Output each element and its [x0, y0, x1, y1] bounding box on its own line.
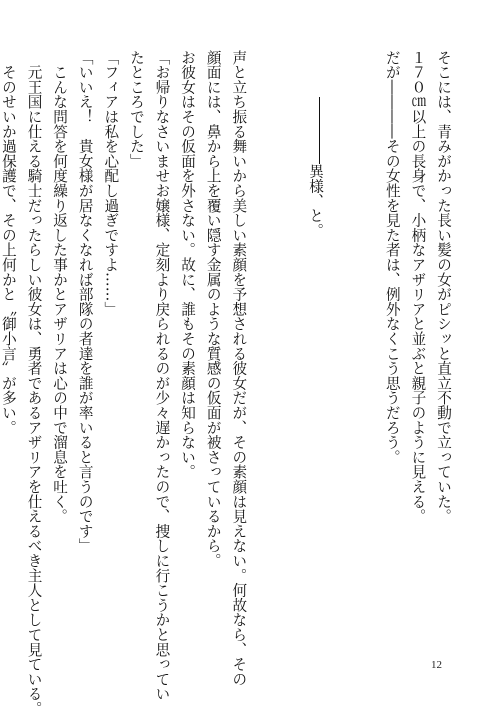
text-line-2: １７０㎝以上の長身で、小柄なアザリアと並ぶと親子のように見える。 [409, 50, 427, 524]
blank-line [328, 50, 354, 652]
text-line-11: お彼女はその仮面を外さない。故に、誰もその素顔は知らない。 [179, 50, 197, 480]
text-line-16: こんな問答を何度繰り返した事かとアザリアは心の中で溜息を吐く。 [51, 50, 69, 524]
text-line-1: そこには、青みがかった長い髪の女がピシッと直立不動で立っていた。 [435, 50, 452, 524]
blank-line [354, 50, 380, 652]
text-line-12: 「お帰りなさいませお嬢様、定刻より戻られるのが少々遅かったので、捜しに行こうかと思ってい [153, 50, 171, 702]
text-line-6 [302, 50, 328, 652]
blank-line [277, 50, 303, 652]
text-line-15: 「いいえ！ 貴女様が居なくなれば部隊の者達を誰が率いると言うのです」 [76, 50, 94, 554]
blank-line [251, 50, 277, 652]
page-number: 12 [431, 659, 442, 671]
text-line-17: 元王国に仕える騎士だったらしい彼女は、勇者であるアザリアを仕えるべき主人として見ている。 [25, 50, 43, 716]
text-line-9: 声と立ち振る舞いから美しい素顔を予想される彼女だが、その素顔は見えない。何故なら、その [230, 50, 248, 687]
dash-rule [319, 97, 320, 164]
text-line-18: そのせいか過保護で、その上何かと〝御小言〟が多い。 [0, 50, 17, 435]
text-line-14: 「フィアは私を心配し過ぎですよ……」 [102, 50, 120, 317]
text-line-13: たところでした」 [127, 50, 145, 169]
text-line-3: だが――――その女性を見た者は、例外なくこう思うだろう。 [383, 50, 401, 465]
emphasis-text: 異様、と。 [307, 163, 325, 238]
text-line-10: 顔面には、鼻から上を覆い隠す金属のような質感の仮面が被さっているから。 [204, 50, 222, 568]
